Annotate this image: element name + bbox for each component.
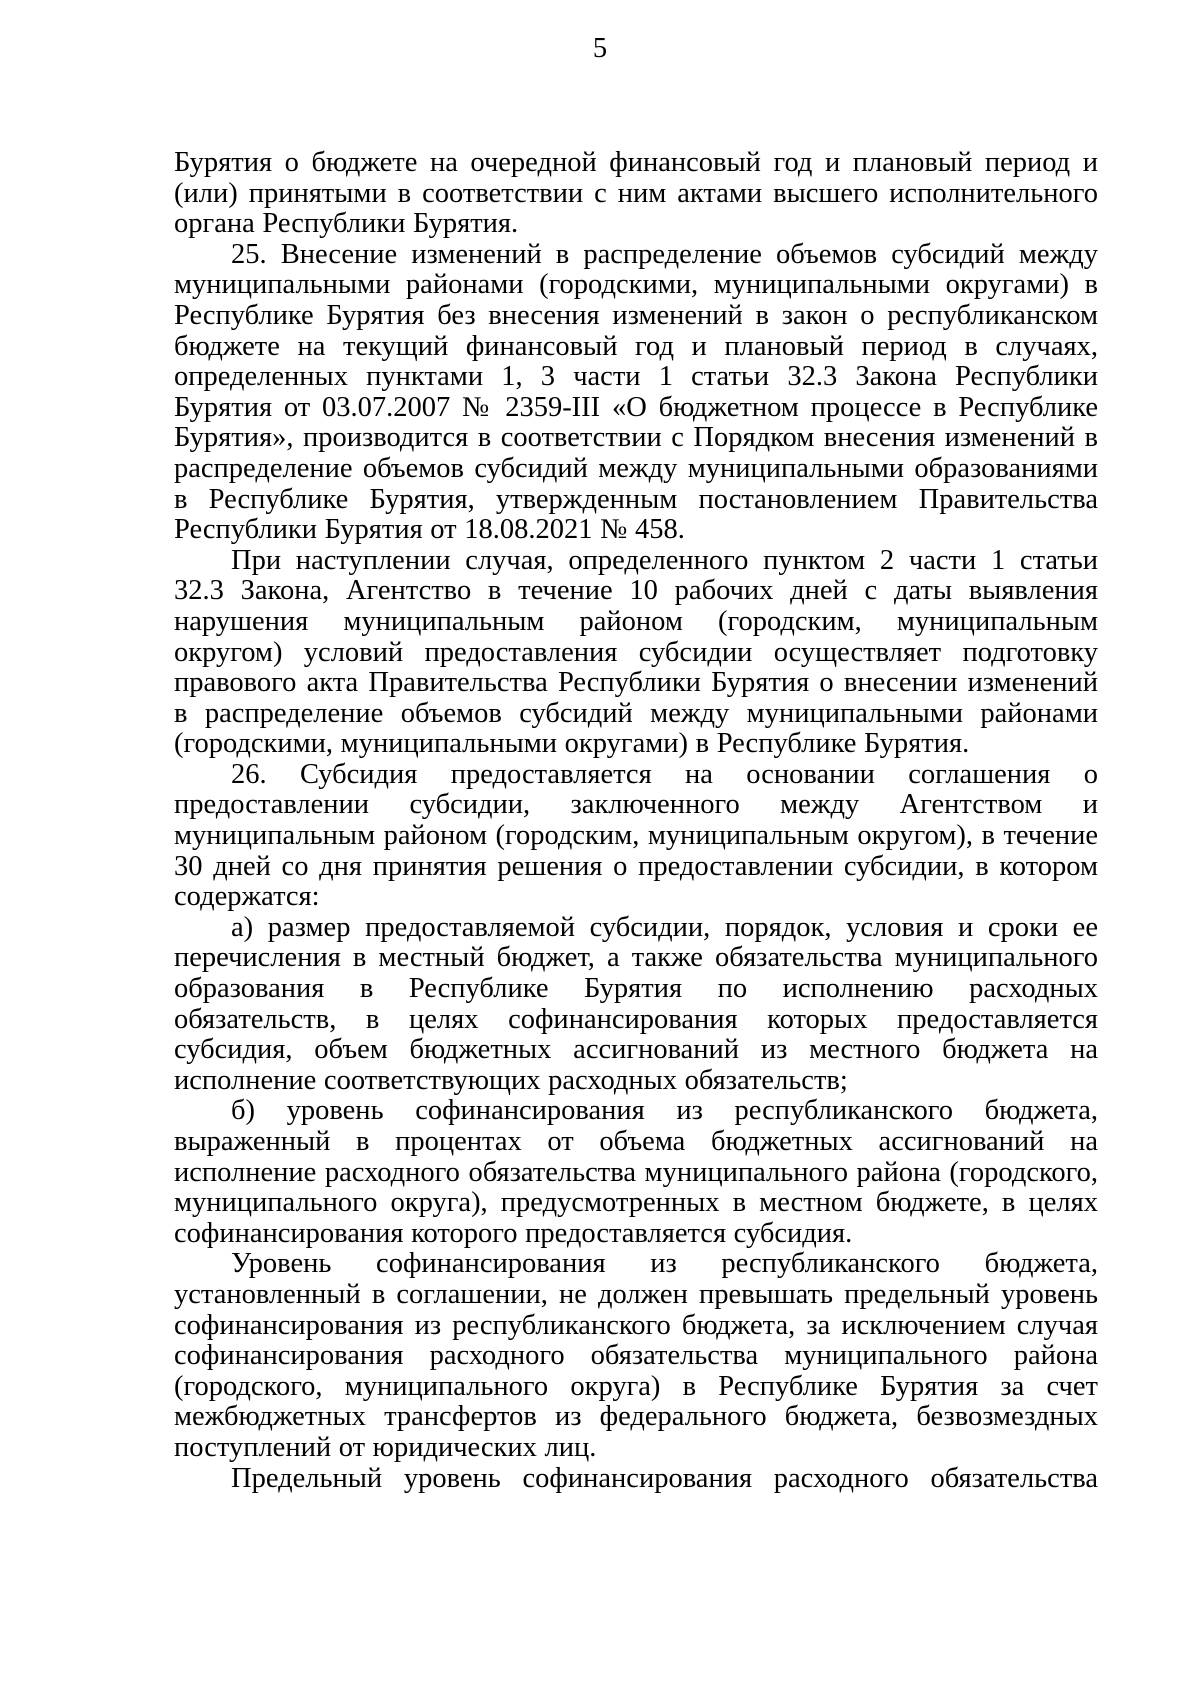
paragraph-subitem-a: а) размер предоставляемой субсидии, порядок, условия и сроки ее перечисления в местный бюджет, а также обязательства муниципального образования в Республике Бурятия по исполнению расходных обязательств, в целях софинансирования которых предоставляется субсидия, объем бюджетных ассигнований из местного бюджета на исполнение соответствующих расходных обязательств; bbox=[174, 911, 1098, 1096]
document-body bbox=[174, 148, 1098, 1494]
paragraph-violation-case: При наступлении случая, определенного пунктом 2 части 1 статьи 32.3 Закона, Агентство в течение 10 рабочих дней с даты выявления нарушения муниципальным районом (городским, муниципальным округом) условий предоставления субсидии осуществляет подготовку правового акта Правительства Республики Бурятия о внесении изменений в распределение объемов субсидий между муниципальными районами (городскими, муниципальными округами) в Республике Бурятия. bbox=[174, 544, 1098, 760]
paragraph-item-25: 25. Внесение изменений в распределение объемов субсидий между муниципальными районами (городскими, муниципальными округами) в Республике Бурятия без внесения изменений в закон о республиканском бюджете на текущий финансовый год и плановый период в случаях, определенных пунктами 1, 3 части 1 статьи 32.3 Закона Республики Бурятия от 03.07.2007 № 2359-III «О бюджетном процессе в Республике Бурятия», производится в соответствии с Порядком внесения изменений в распределение объемов субсидий между муниципальными образованиями в Республике Бурятия, утвержденным постановлением Правительства Республики Бурятия от 18.08.2021 № 458. bbox=[174, 238, 1098, 546]
paragraph-limit-level: Предельный уровень софинансирования расходного обязательства bbox=[231, 1463, 1098, 1494]
paragraph-item-26: 26. Субсидия предоставляется на основании соглашения о предоставлении субсидии, заключенного между Агентством и муниципальным районом (городским, муниципальным округом), в течение 30 дней со дня принятия решения о предоставлении субсидии, в котором содержатся: bbox=[174, 758, 1098, 913]
paragraph-continuation: Бурятия о бюджете на очередной финансовый год и плановый период и (или) принятыми в соответствии с ним актами высшего исполнительного органа Республики Бурятия. bbox=[174, 147, 1098, 240]
page-number: 5 bbox=[592, 33, 608, 64]
paragraph-cofinancing-level: Уровень софинансирования из республиканского бюджета, установленный в соглашении, не должен превышать предельный уровень софинансирования из республиканского бюджета, за исключением случая софинансирования расходного обязательства муниципального района (городского, муниципального округа) в Республике Бурятия за счет межбюджетных трансфертов из федерального бюджета, безвозмездных поступлений от юридических лиц. bbox=[174, 1248, 1098, 1463]
paragraph-subitem-b: б) уровень софинансирования из республиканского бюджета, выраженный в процентах от объема бюджетных ассигнований на исполнение расходного обязательства муниципального района (городского, муниципального округа), предусмотренных в местном бюджете, в целях софинансирования которого предоставляется субсидия. bbox=[174, 1095, 1098, 1249]
